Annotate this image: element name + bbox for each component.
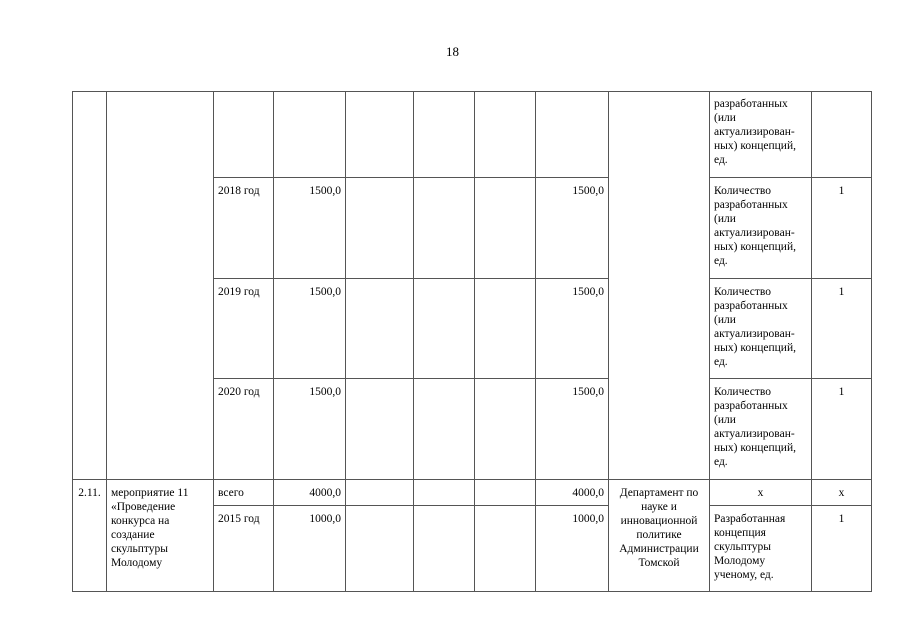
total-cell: 1500,0 xyxy=(274,178,346,279)
indicator-value-cell: 1 xyxy=(812,379,872,480)
item-name-cell: мероприятие 11 «Проведение конкурса на создание скульптуры Молодому xyxy=(107,480,214,592)
item-name-cell xyxy=(107,92,214,480)
funding-cell xyxy=(346,178,414,279)
funding-cell xyxy=(414,279,475,379)
funding-cell xyxy=(475,506,536,592)
indicator-cell: разработанных (или актуализирован-ных) концепций, ед. xyxy=(710,92,812,178)
responsible-cell: Департамент по науке и инновационной политике Администрации Томской xyxy=(609,480,710,592)
item-number-cell: 2.11. xyxy=(73,480,107,592)
indicator-value-cell xyxy=(812,92,872,178)
indicator-cell: Количество разработанных (или актуализирован-ных) концепций, ед. xyxy=(710,379,812,480)
funding-cell: 1500,0 xyxy=(536,178,609,279)
funding-cell xyxy=(475,279,536,379)
table-row xyxy=(73,92,872,178)
funding-cell xyxy=(414,178,475,279)
funding-cell xyxy=(414,379,475,480)
funding-cell xyxy=(414,480,475,506)
funding-cell xyxy=(475,92,536,178)
year-cell: всего xyxy=(214,480,274,506)
funding-cell: 1500,0 xyxy=(536,279,609,379)
year-cell: 2018 год xyxy=(214,178,274,279)
indicator-cell: Разработанная концепция скульптуры Молодому ученому, ед. xyxy=(710,506,812,592)
total-cell: 4000,0 xyxy=(274,480,346,506)
indicator-cell: Количество разработанных (или актуализирован-ных) концепций, ед. xyxy=(710,279,812,379)
indicator-cell: х xyxy=(710,480,812,506)
indicator-value-cell: 1 xyxy=(812,178,872,279)
item-number-cell xyxy=(73,92,107,480)
funding-cell xyxy=(346,279,414,379)
indicator-cell: Количество разработанных (или актуализирован-ных) концепций, ед. xyxy=(710,178,812,279)
page-number: 18 xyxy=(446,44,459,59)
funding-cell xyxy=(475,379,536,480)
total-cell: 1000,0 xyxy=(274,506,346,592)
measures-table xyxy=(72,91,872,592)
total-cell: 1500,0 xyxy=(274,379,346,480)
indicator-value-cell: 1 xyxy=(812,279,872,379)
funding-cell xyxy=(414,506,475,592)
funding-cell xyxy=(346,92,414,178)
funding-cell xyxy=(536,92,609,178)
funding-cell xyxy=(346,379,414,480)
total-cell: 1500,0 xyxy=(274,279,346,379)
funding-cell xyxy=(346,480,414,506)
year-cell: 2020 год xyxy=(214,379,274,480)
funding-cell xyxy=(475,480,536,506)
funding-cell xyxy=(475,178,536,279)
responsible-cell xyxy=(609,92,710,480)
year-cell xyxy=(214,92,274,178)
funding-cell xyxy=(346,506,414,592)
funding-cell xyxy=(414,92,475,178)
indicator-value-cell: х xyxy=(812,480,872,506)
total-cell xyxy=(274,92,346,178)
funding-cell: 4000,0 xyxy=(536,480,609,506)
funding-cell: 1500,0 xyxy=(536,379,609,480)
indicator-value-cell: 1 xyxy=(812,506,872,592)
year-cell: 2019 год xyxy=(214,279,274,379)
table-row xyxy=(73,480,872,506)
funding-cell: 1000,0 xyxy=(536,506,609,592)
year-cell: 2015 год xyxy=(214,506,274,592)
